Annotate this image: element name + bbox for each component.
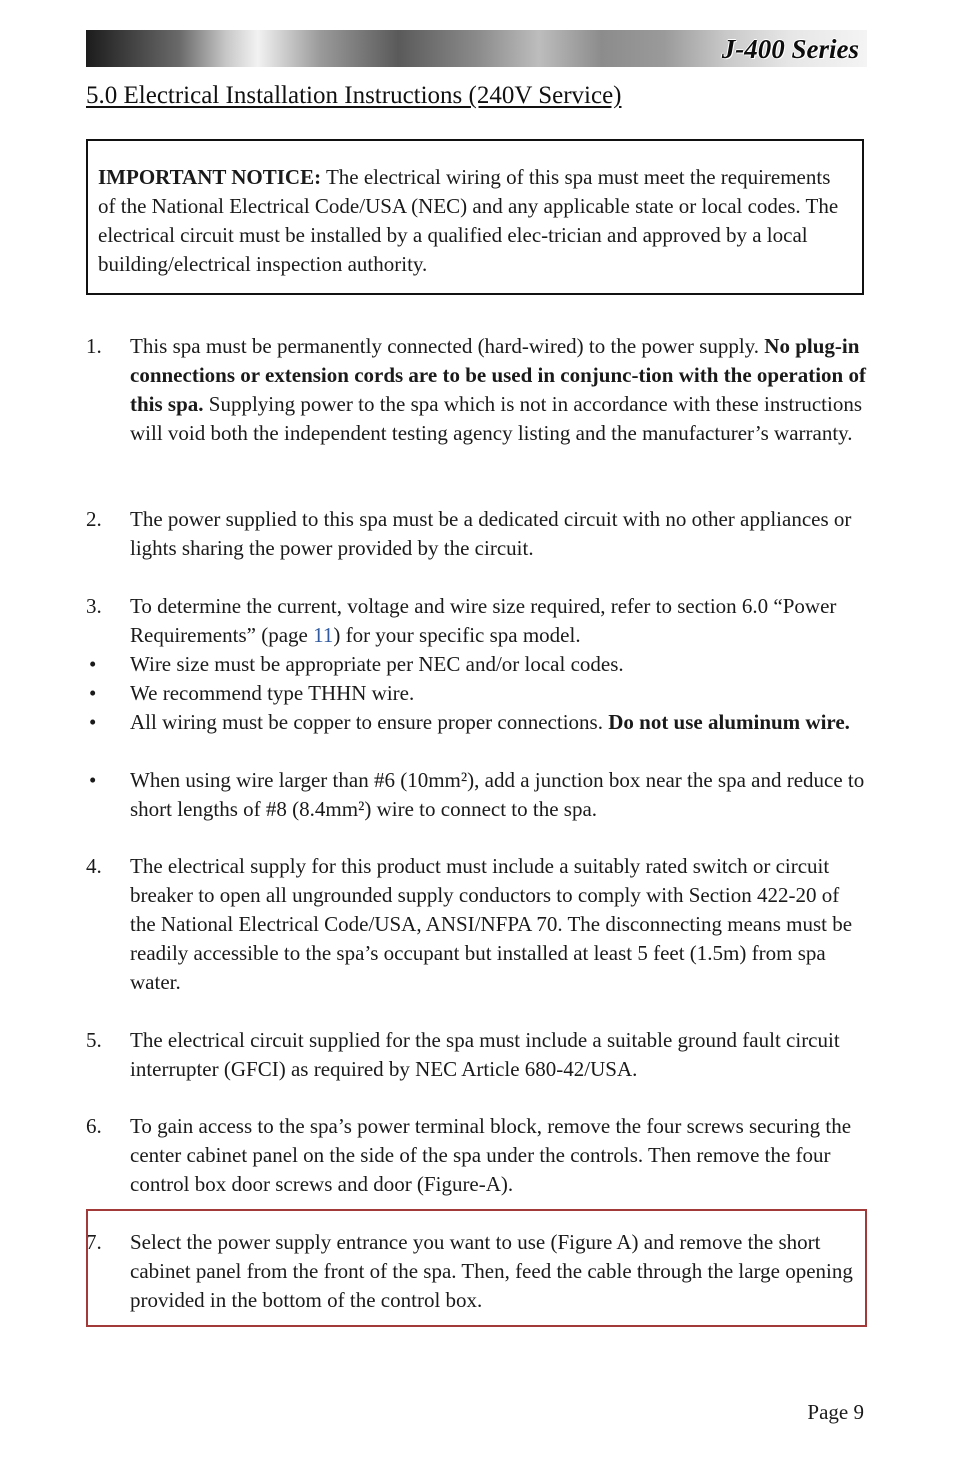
item-text-part: To determine the current, voltage and wire size required, refer to section 6.0 “Power Requirements” (page [130, 594, 837, 647]
item-number: 5. [86, 1028, 102, 1052]
page-number: Page 9 [807, 1400, 864, 1424]
highlight-box [86, 1209, 867, 1327]
item-text [130, 332, 870, 448]
bullet-text-part: All wiring must be copper to ensure proper connections. [130, 710, 609, 734]
list-item [86, 592, 876, 650]
item-text: Select the power supply entrance you want to use (Figure A) and remove the short cabinet panel from the front of the spa. Then, feed the cable through the large opening provided in the bottom of the control box. [130, 1230, 853, 1312]
bullet-item [86, 708, 876, 737]
item-number: 2. [86, 507, 102, 531]
list-item [86, 332, 876, 448]
item-number: 7. [86, 1230, 102, 1254]
bullet-icon: • [89, 710, 97, 734]
item-text: The power supplied to this spa must be a dedicated circuit with no other appliances or lights sharing the power provided by the circuit. [130, 507, 852, 560]
item-number: 6. [86, 1114, 102, 1138]
bullet-item [86, 679, 876, 708]
item-text-bold: No plug-in connections or extension cords are to be used in conjunc-tion with the operation of this spa. [130, 334, 866, 416]
page-link[interactable]: 11 [313, 623, 334, 647]
item-text-part: Supplying power to the spa which is not in accordance with these instructions will void both the independent testing agency listing and the manufacturer’s warranty. [130, 392, 862, 445]
section-title: 5.0 Electrical Installation Instructions (240V Service) [86, 82, 622, 109]
item-number: 4. [86, 854, 102, 878]
item-number: 1. [86, 334, 102, 358]
bullet-text: We recommend type THHN wire. [130, 681, 415, 705]
notice-label: IMPORTANT NOTICE: [98, 165, 322, 189]
item-number: 3. [86, 594, 102, 618]
item-text-part: This spa must be permanently connected (hard-wired) to the power supply. [130, 334, 765, 358]
item-text [130, 592, 870, 650]
list-item [86, 1026, 876, 1084]
list-item [86, 505, 876, 563]
bullet-icon: • [89, 768, 97, 792]
list-item [86, 852, 876, 997]
item-text: The electrical supply for this product must include a suitably rated switch or circuit breaker to open all ungrounded supply conductors to comply with Section 422-20 of the National Electrical Code/USA, ANSI/NFPA 70. The disconnecting means must be readily accessible to the spa’s occupant but installed at least 5 feet (1.5m) from spa water. [130, 854, 853, 994]
notice-text: The electrical wiring of this spa must meet the requirements of the National Electrical Code/USA (NEC) and any applicable state or local codes. The electrical circuit must be installed by a qualified elec-trician and approved by a local building/electrical inspection authority. [98, 165, 839, 276]
bullet-icon: • [89, 652, 97, 676]
bullet-text: When using wire larger than #6 (10mm²), add a junction box near the spa and reduce to short lengths of #8 (8.4mm²) wire to connect to the spa. [130, 768, 865, 821]
header-bar [86, 30, 867, 67]
item-text: The electrical circuit supplied for the spa must include a suitable ground fault circuit interrupter (GFCI) as required by NEC Article 680-42/USA. [130, 1028, 840, 1081]
series-title: J-400 Series [721, 34, 859, 64]
bullet-text [130, 708, 870, 737]
bullet-item [86, 766, 876, 824]
important-notice-box [86, 139, 864, 295]
item-text-part: ) for your specific spa model. [333, 623, 581, 647]
bullet-icon: • [89, 681, 97, 705]
bullet-text-bold: Do not use aluminum wire. [608, 710, 850, 734]
list-item [86, 1112, 876, 1199]
bullet-text: Wire size must be appropriate per NEC and/or local codes. [130, 652, 624, 676]
bullet-item [86, 650, 876, 679]
item-text: To gain access to the spa’s power terminal block, remove the four screws securing the center cabinet panel on the side of the spa under the controls. Then remove the four control box door screws and door (Figure-A). [130, 1114, 852, 1196]
